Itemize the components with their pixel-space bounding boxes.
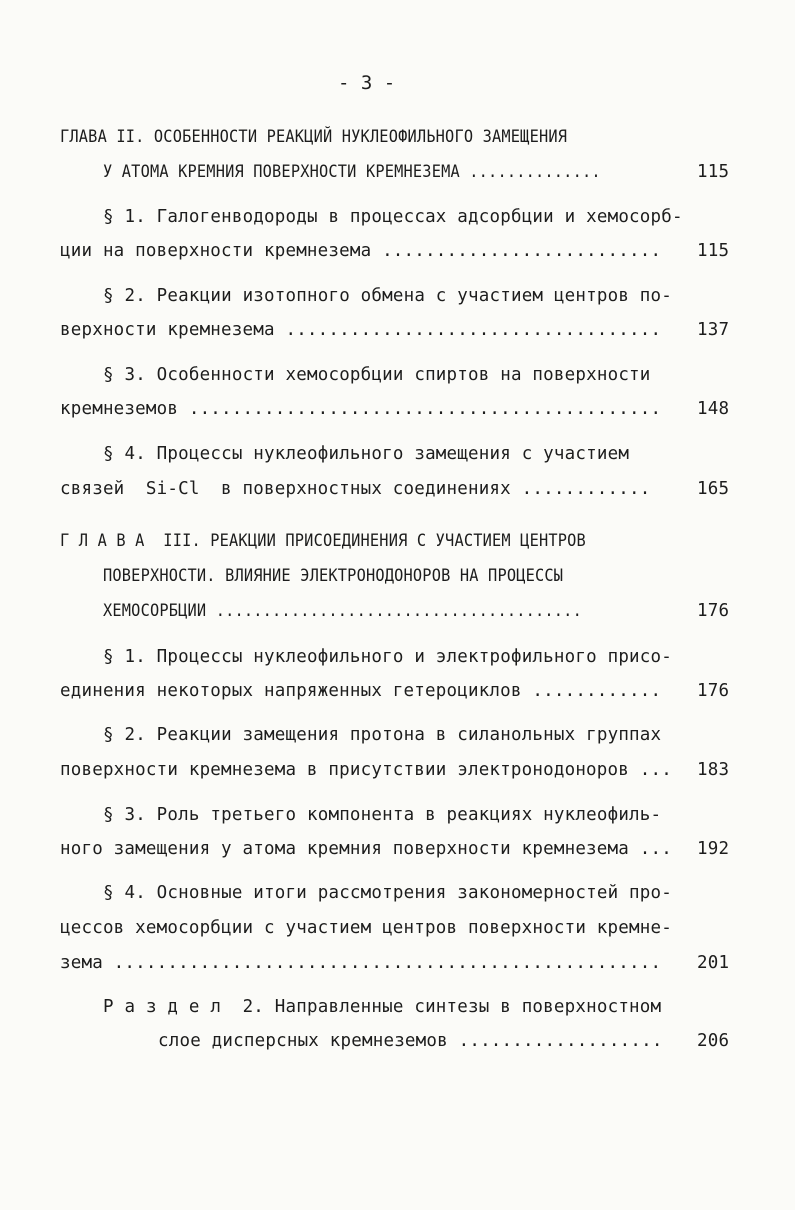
chapter-3-title-line2: ПОВЕРХНОСТИ. ВЛИЯНИЕ ЭЛЕКТРОНОДОНОРОВ НА ПРОЦЕССЫ xyxy=(103,566,564,586)
chapter-2-title-line2: У АТОМА КРЕМНИЯ ПОВЕРХНОСТИ КРЕМНЕЗЕМА .............. xyxy=(103,162,601,182)
chapter-2-title-line1: ГЛАВА II. ОСОБЕННОСТИ РЕАКЦИЙ НУКЛЕОФИЛЬНОГО ЗАМЕЩЕНИЯ xyxy=(60,127,568,147)
ch3-section-2-line1: § 2. Реакции замещения протона в силанольных группах xyxy=(103,725,662,745)
ch3-section-3-line2: ного замещения у атома кремния поверхности кремнезема ... xyxy=(60,839,672,859)
ch2-section-1-page: 115 xyxy=(697,241,730,261)
ch3-section-2-page: 183 xyxy=(697,760,730,780)
ch3-section-3-page: 192 xyxy=(697,839,730,859)
ch3-section-4-line1: § 4. Основные итоги рассмотрения закономерностей про- xyxy=(103,883,673,903)
ch2-section-2-page: 137 xyxy=(697,320,730,340)
part-2-page: 206 xyxy=(697,1031,730,1051)
ch2-section-3-line2: кремнеземов ............................................ xyxy=(60,399,662,419)
ch3-section-4-line2: цессов хемосорбции с участием центров поверхности кремне- xyxy=(60,918,672,938)
ch2-section-2-line1: § 2. Реакции изотопного обмена с участием центров по- xyxy=(103,286,673,306)
ch3-section-3-line1: § 3. Роль третьего компонента в реакциях нуклеофиль- xyxy=(103,805,662,825)
ch2-section-4-line2: связей Si-Cl в поверхностных соединениях ............ xyxy=(60,479,651,499)
page-number: - 3 - xyxy=(338,72,396,94)
ch3-section-1-line1: § 1. Процессы нуклеофильного и электрофильного присо- xyxy=(103,647,673,667)
chapter-3-page: 176 xyxy=(697,601,730,621)
ch2-section-2-line2: верхности кремнезема ................................... xyxy=(60,320,662,340)
part-2-title-line2: слое дисперсных кремнеземов ................... xyxy=(158,1031,663,1051)
ch3-section-1-page: 176 xyxy=(697,681,730,701)
chapter-2-page: 115 xyxy=(697,162,730,182)
ch3-section-1-line2: единения некоторых напряженных гетероциклов ............ xyxy=(60,681,662,701)
ch2-section-3-page: 148 xyxy=(697,399,730,419)
ch2-section-3-line1: § 3. Особенности хемосорбции спиртов на поверхности xyxy=(103,365,651,385)
ch2-section-1-line1: § 1. Галогенводороды в процессах адсорбции и хемосорб- xyxy=(103,207,683,227)
chapter-3-title-line3: ХЕМОСОРБЦИИ ....................................... xyxy=(103,601,582,621)
ch2-section-4-page: 165 xyxy=(697,479,730,499)
ch2-section-4-line1: § 4. Процессы нуклеофильного замещения с участием xyxy=(103,444,630,464)
ch3-section-4-line3: зема ................................................... xyxy=(60,953,662,973)
chapter-3-title-line1: Г Л А В А III. РЕАКЦИИ ПРИСОЕДИНЕНИЯ С УЧАСТИЕМ ЦЕНТРОВ xyxy=(60,531,586,551)
ch2-section-1-line2: ции на поверхности кремнезема .......................... xyxy=(60,241,662,261)
ch3-section-2-line2: поверхности кремнезема в присутствии электронодоноров ... xyxy=(60,760,672,780)
ch3-section-4-page: 201 xyxy=(697,953,730,973)
part-2-title-line1: Р а з д е л 2. Направленные синтезы в поверхностном xyxy=(103,997,662,1017)
